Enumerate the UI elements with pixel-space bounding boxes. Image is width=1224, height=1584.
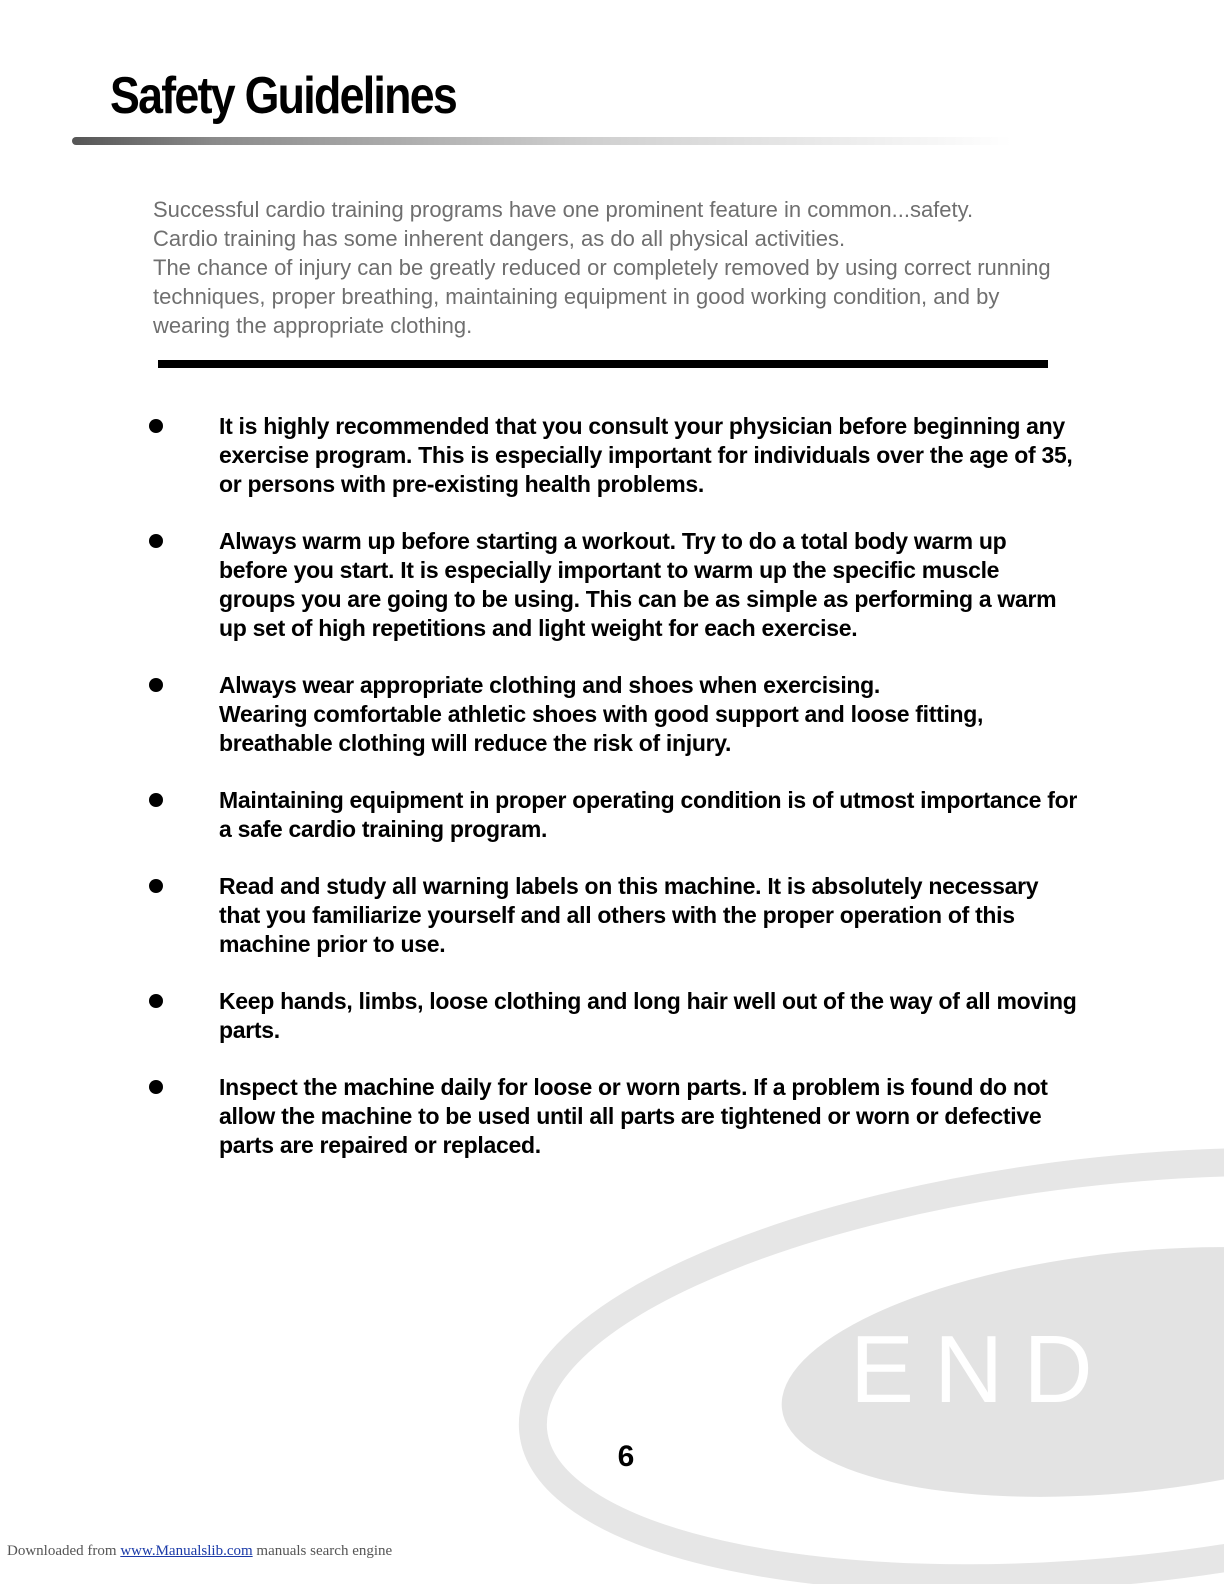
- watermark-text: END: [850, 1316, 1113, 1423]
- intro-line: Cardio training has some inherent dangers, as do all physical activities.: [153, 226, 846, 251]
- list-item: [0, 412, 1224, 499]
- bullet-icon: [149, 994, 163, 1008]
- guideline-text: [219, 987, 1079, 1045]
- download-footer: [7, 1543, 392, 1560]
- safety-guidelines-list: [0, 412, 1224, 1188]
- page-title: Safety Guidelines: [110, 67, 457, 125]
- guideline-text: [219, 527, 1079, 643]
- manualslib-link[interactable]: www.Manualslib.com: [120, 1543, 253, 1559]
- guideline-line: Maintaining equipment in proper operating condition is of utmost importance for a safe cardio training program.: [219, 787, 1077, 842]
- bullet-icon: [149, 793, 163, 807]
- bullet-icon: [149, 879, 163, 893]
- intro-line: Successful cardio training programs have one prominent feature in common...safety.: [153, 197, 974, 222]
- title-underline: [72, 137, 1012, 145]
- list-item: [0, 1073, 1224, 1160]
- bullet-icon: [149, 534, 163, 548]
- guideline-line: It is highly recommended that you consult your physician before beginning any exercise program. This is especially important for individuals over the age of 35, or persons with pre-existing health problems.: [219, 413, 1073, 497]
- guideline-text: [219, 872, 1079, 959]
- bullet-icon: [149, 1080, 163, 1094]
- list-item: [0, 872, 1224, 959]
- guideline-text: [219, 786, 1079, 844]
- intro-paragraph: [153, 195, 1073, 340]
- section-divider: [158, 360, 1048, 368]
- list-item: [0, 671, 1224, 758]
- guideline-line: Inspect the machine daily for loose or worn parts. If a problem is found do not allow the machine to be used until all parts are tightened or worn or defective parts are repaired or replaced.: [219, 1074, 1048, 1158]
- guideline-text: [219, 671, 1079, 758]
- bullet-icon: [149, 419, 163, 433]
- bullet-icon: [149, 678, 163, 692]
- guideline-line: Always warm up before starting a workout. Try to do a total body warm up before you start. It is especially important to warm up the specific muscle groups you are going to be using. This can be as simple as performing a warm up set of high repetitions and light weight for each exercise.: [219, 528, 1057, 641]
- list-item: [0, 987, 1224, 1045]
- list-item: [0, 786, 1224, 844]
- footer-prefix: Downloaded from: [7, 1543, 117, 1559]
- guideline-text: [219, 1073, 1079, 1160]
- page-number: 6: [617, 1440, 635, 1473]
- guideline-line: Wearing comfortable athletic shoes with good support and loose fitting, breathable clothing will reduce the risk of injury.: [219, 701, 984, 756]
- intro-line: The chance of injury can be greatly reduced or completely removed by using correct running techniques, proper breathing, maintaining equipment in good working condition, and by wearing the appropriate clothing.: [153, 255, 1051, 338]
- guideline-text: [219, 412, 1079, 499]
- guideline-line: Read and study all warning labels on this machine. It is absolutely necessary that you familiarize yourself and all others with the proper operation of this machine prior to use.: [219, 873, 1039, 957]
- guideline-line: Always wear appropriate clothing and shoes when exercising.: [219, 672, 880, 698]
- list-item: [0, 527, 1224, 643]
- guideline-line: Keep hands, limbs, loose clothing and long hair well out of the way of all moving parts.: [219, 988, 1077, 1043]
- footer-suffix: manuals search engine: [256, 1543, 393, 1559]
